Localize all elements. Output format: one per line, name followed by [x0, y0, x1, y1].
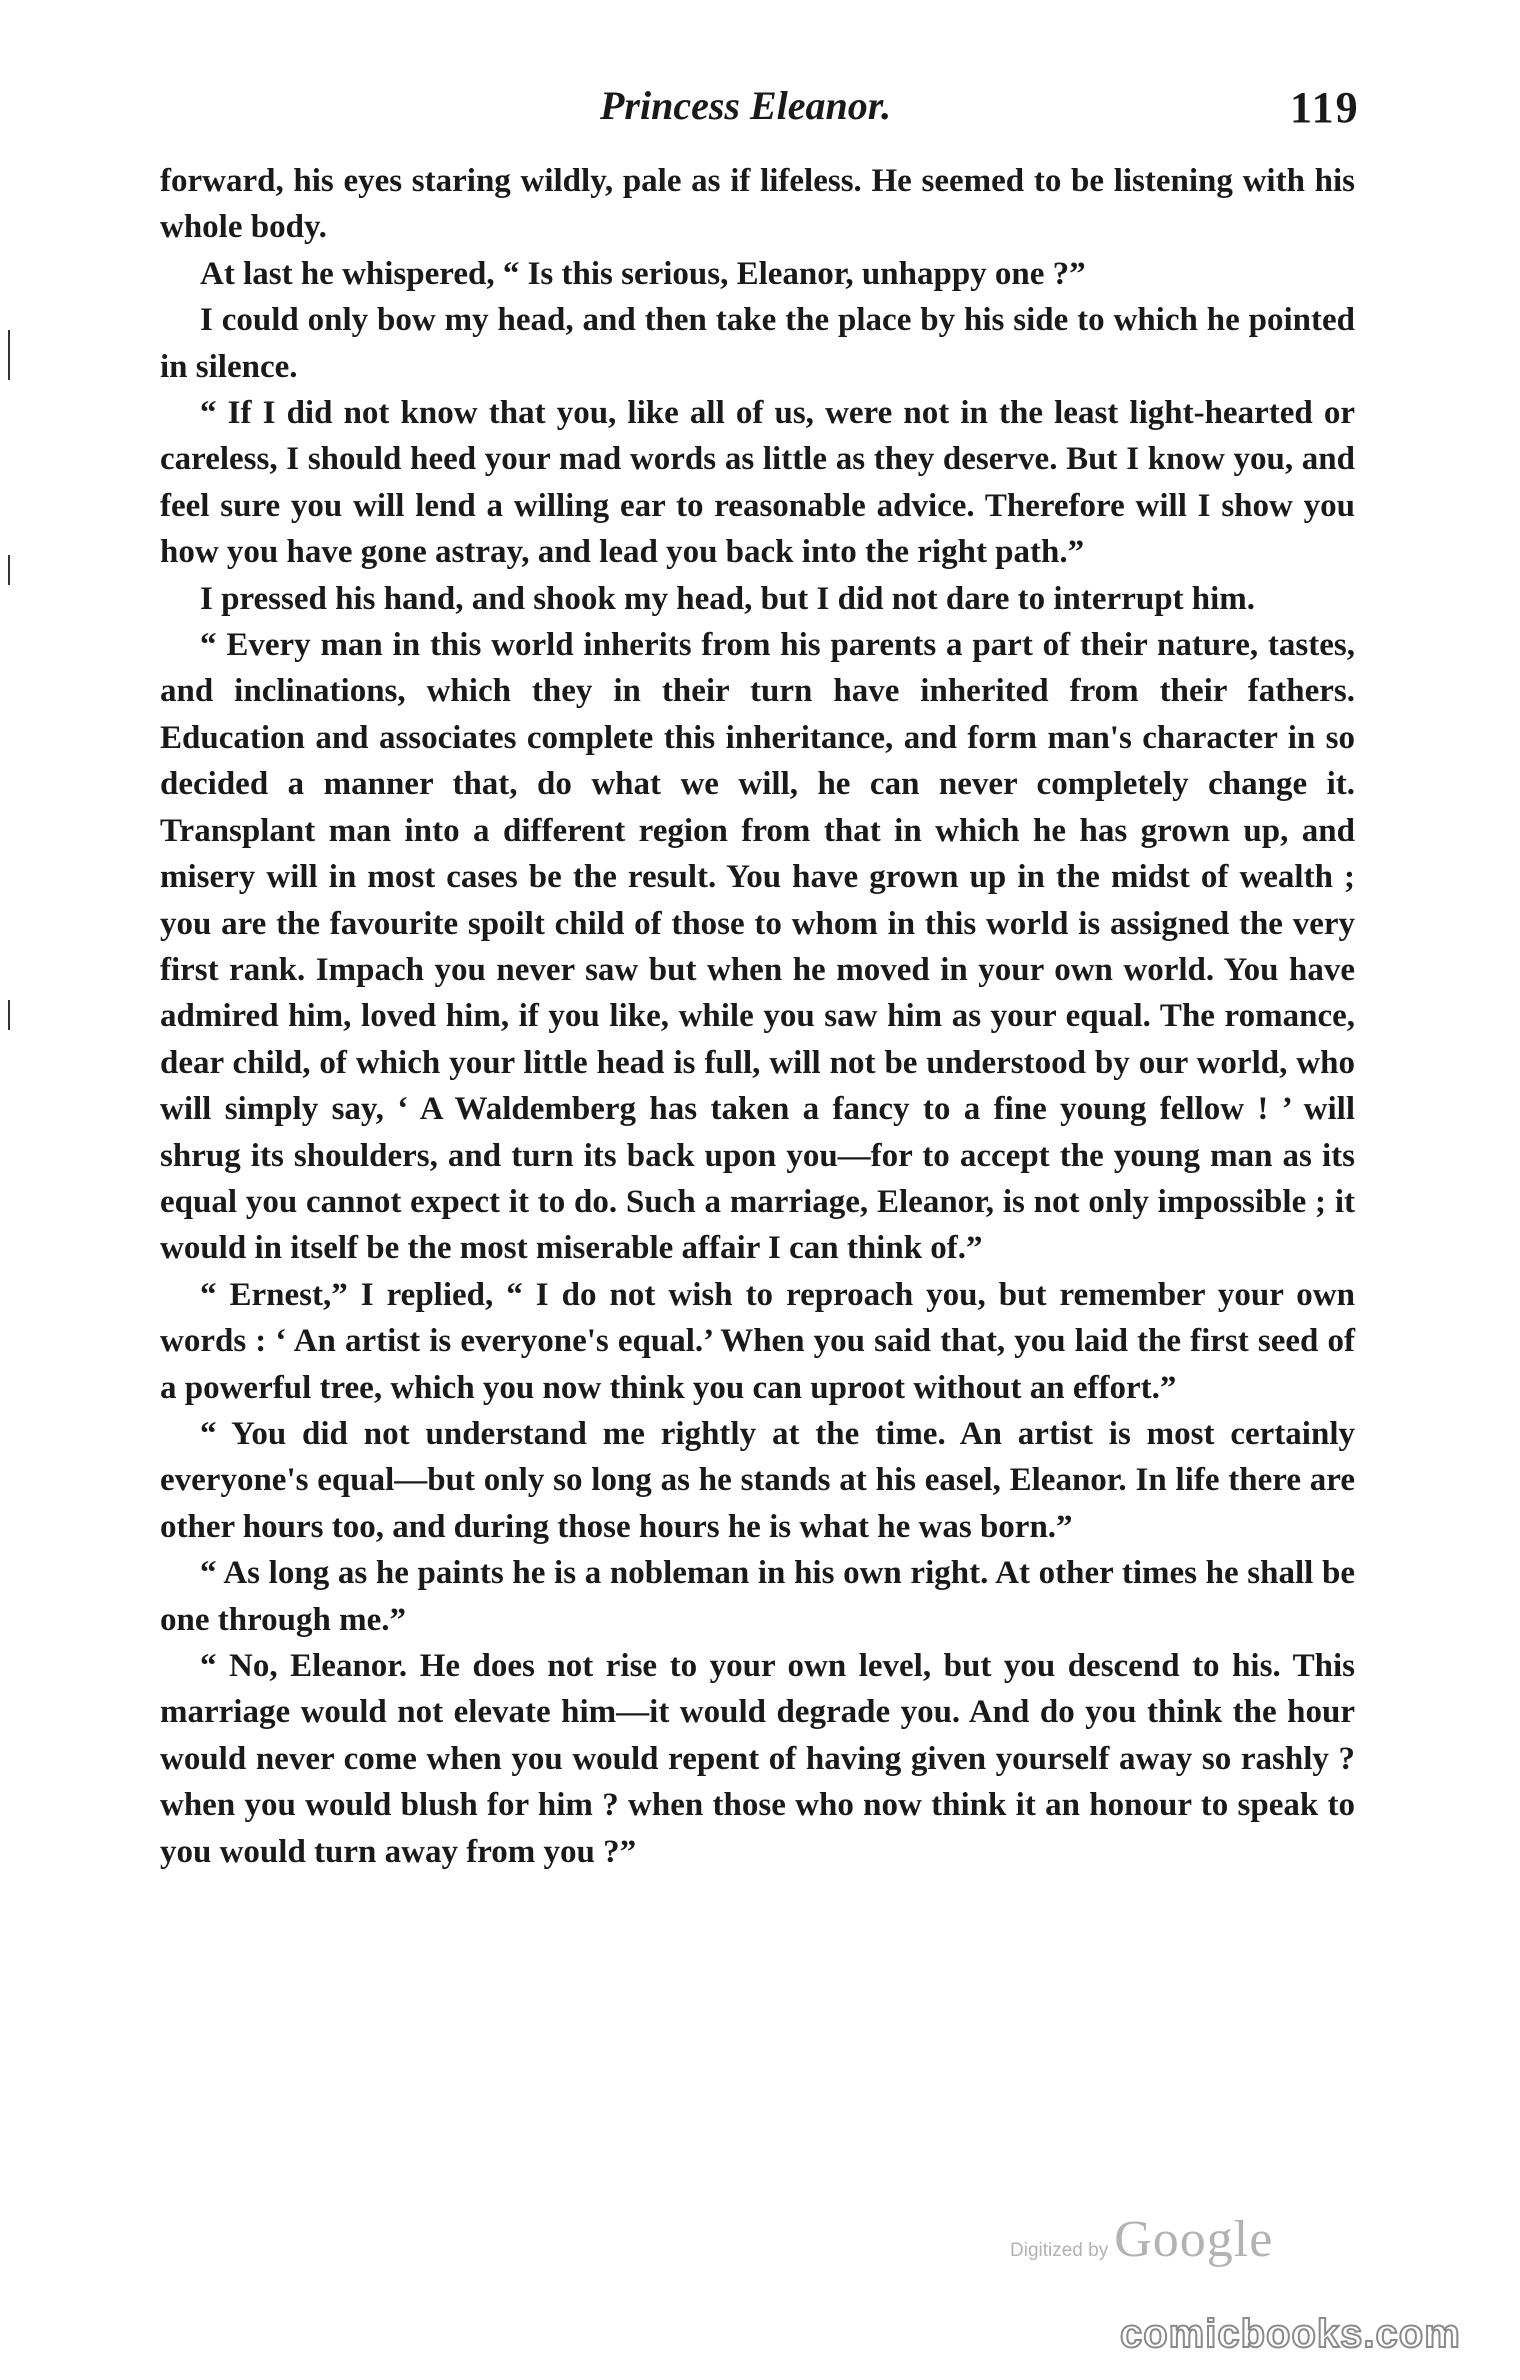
paragraph: I pressed his hand, and shook my head, but I did not dare to interrupt him.	[200, 580, 1256, 617]
paragraph: “ You did not understand me rightly at the time. An artist is most certainly everyone's equal—but only so long as he stands at his easel, Eleanor. In life there are other hours too, and during those hours he is what he was born.”	[160, 1415, 1355, 1545]
google-logo: Google	[1114, 2211, 1274, 2268]
scan-edge-mark	[8, 330, 10, 380]
paragraph: “ Ernest,” I replied, “ I do not wish to reproach you, but remember your own words : ‘ An artist is everyone's equal.’ When you said that, you laid the first seed of a powerful tree, which you now think you can uproot without an effort.”	[160, 1276, 1355, 1406]
scan-edge-mark	[8, 555, 10, 585]
paragraph: forward, his eyes staring wildly, pale as if lifeless. He seemed to be listening with his whole body.	[160, 163, 1355, 246]
paragraph: “ If I did not know that you, like all of us, were not in the least light-hearted or careless, I should heed your mad words as little as they deserve. But I know you, and feel sure you will lend a willing ear to reasonable advice. Therefore will I show you how you have gone astray, and lead you back into the right path.”	[160, 395, 1355, 571]
scan-edge-mark	[8, 1000, 10, 1030]
running-title: Princess Eleanor.	[600, 83, 892, 128]
body-text	[160, 158, 1355, 1875]
page-number: 119	[1290, 83, 1360, 132]
watermark-prefix: Digitized by	[1010, 2240, 1109, 2261]
paragraph: “ As long as he paints he is a nobleman in his own right. At other times he shall be one through me.”	[160, 1555, 1355, 1638]
paragraph: “ Every man in this world inherits from his parents a part of their nature, tastes, and inclinations, which they in their turn have inherited from their fathers. Education and associates complete this inheritance, and form man's character in so decided a manner that, do what we will, he can never completely change it. Transplant man into a different region from that in which he has grown up, and misery will in most cases be the result. You have grown up in the midst of wealth ; you are the favourite spoilt child of those to whom in this world is assigned the very first rank. Impach you never saw but when he moved in your own world. You have admired him, loved him, if you like, while you saw him as your equal. The romance, dear child, of which your little head is full, will not be understood by our world, who will simply say, ‘ A Waldemberg has taken a fancy to a fine young fellow ! ’ will shrug its shoulders, and turn its back upon you—for to accept the young man as its equal you cannot expect it to do. Such a marriage, Eleanor, is not only impossible ; it would in itself be the most miserable affair I can think of.”	[160, 627, 1355, 1267]
digitized-by-watermark	[1010, 2210, 1273, 2270]
site-watermark: comicbooks.com	[1120, 2312, 1461, 2356]
paragraph: “ No, Eleanor. He does not rise to your own level, but you descend to his. This marriage would not elevate him—it would degrade you. And do you think the hour would never come when you would repent of having given yourself away so rashly ? when you would blush for him ? when those who now think it an honour to speak to you would turn away from you ?”	[160, 1648, 1355, 1870]
paragraph: I could only bow my head, and then take the place by his side to which he pointed in silence.	[160, 302, 1355, 385]
paragraph: At last he whispered, “ Is this serious, Eleanor, unhappy one ?”	[200, 255, 1086, 292]
